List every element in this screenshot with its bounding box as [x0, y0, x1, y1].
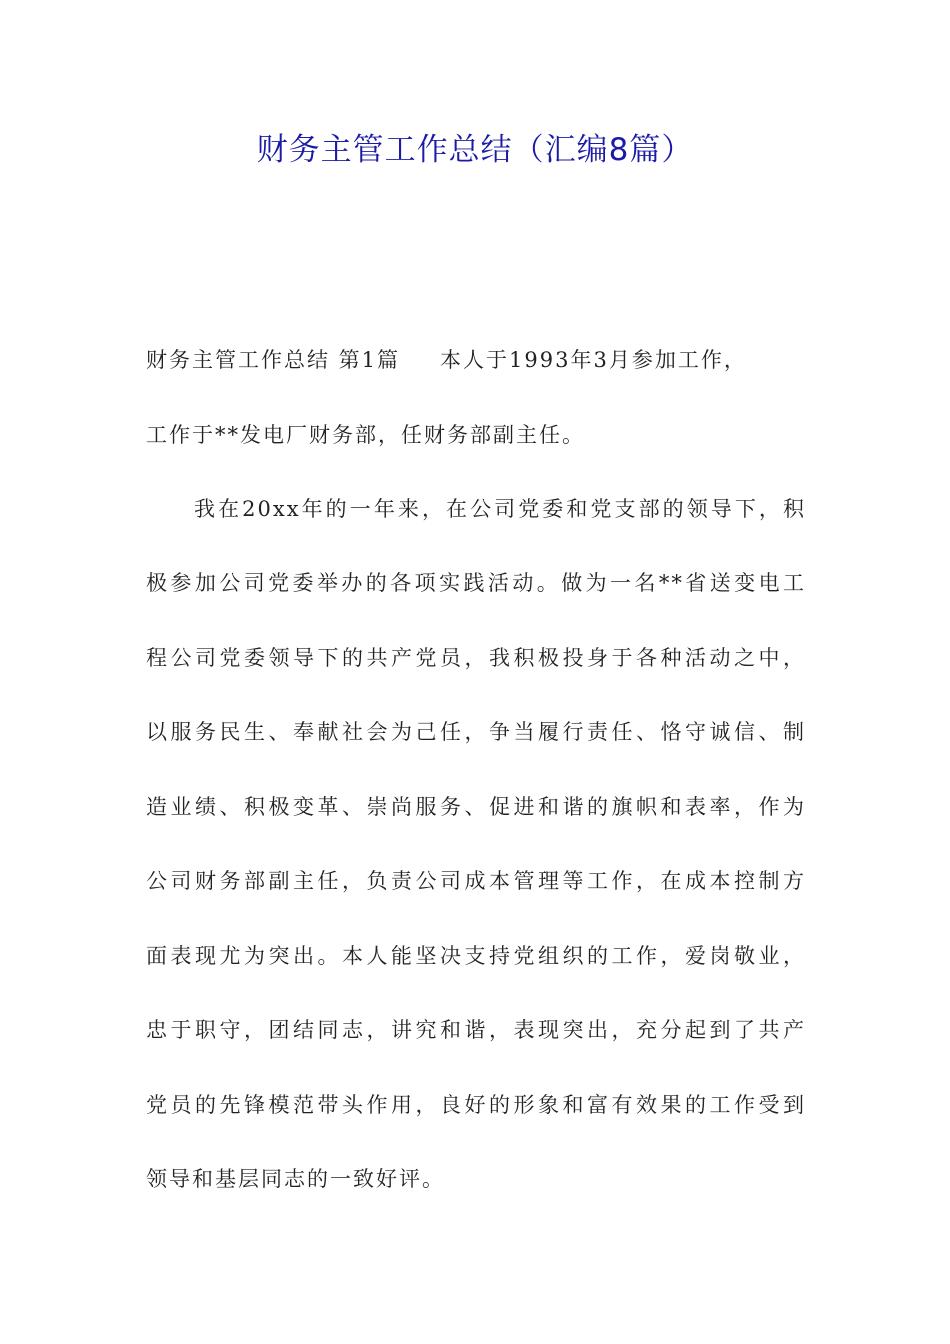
paragraph-line: 党员的先锋模范带头作用，良好的形象和富有效果的工作受到	[146, 1093, 806, 1117]
paragraph-line: 公司财务部副主任，负责公司成本管理等工作，在成本控制方	[146, 869, 806, 893]
paragraph-line: 造业绩、积极变革、崇尚服务、促进和谐的旗帜和表率，作为	[146, 795, 806, 819]
paragraph-line: 程公司党委领导下的共产党员，我积极投身于各种活动之中，	[146, 646, 806, 670]
document-title: 财务主管工作总结（汇编8篇）	[256, 132, 694, 168]
paragraph-line: 领导和基层同志的一致好评。	[146, 1167, 445, 1191]
paragraph-line: 面表现尤为突出。本人能坚决支持党组织的工作，爱岗敬业，	[146, 944, 806, 968]
paragraph-line: 我在20xx年的一年来，在公司党委和党支部的领导下，积	[194, 497, 806, 521]
paragraph-line: 工作于**发电厂财务部，任财务部副主任。	[146, 423, 585, 447]
paragraph-line: 忠于职守，团结同志，讲究和谐，表现突出，充分起到了共产	[146, 1018, 806, 1042]
first-line	[146, 345, 747, 375]
paragraph-line: 以服务民生、奉献社会为己任，争当履行责任、恪守诚信、制	[146, 720, 806, 744]
paragraph-line: 极参加公司党委举办的各项实践活动。做为一名**省送变电工	[146, 571, 806, 595]
paragraph-line: 本人于1993年3月参加工作，	[440, 348, 747, 372]
section-heading: 财务主管工作总结 第1篇	[146, 348, 401, 372]
